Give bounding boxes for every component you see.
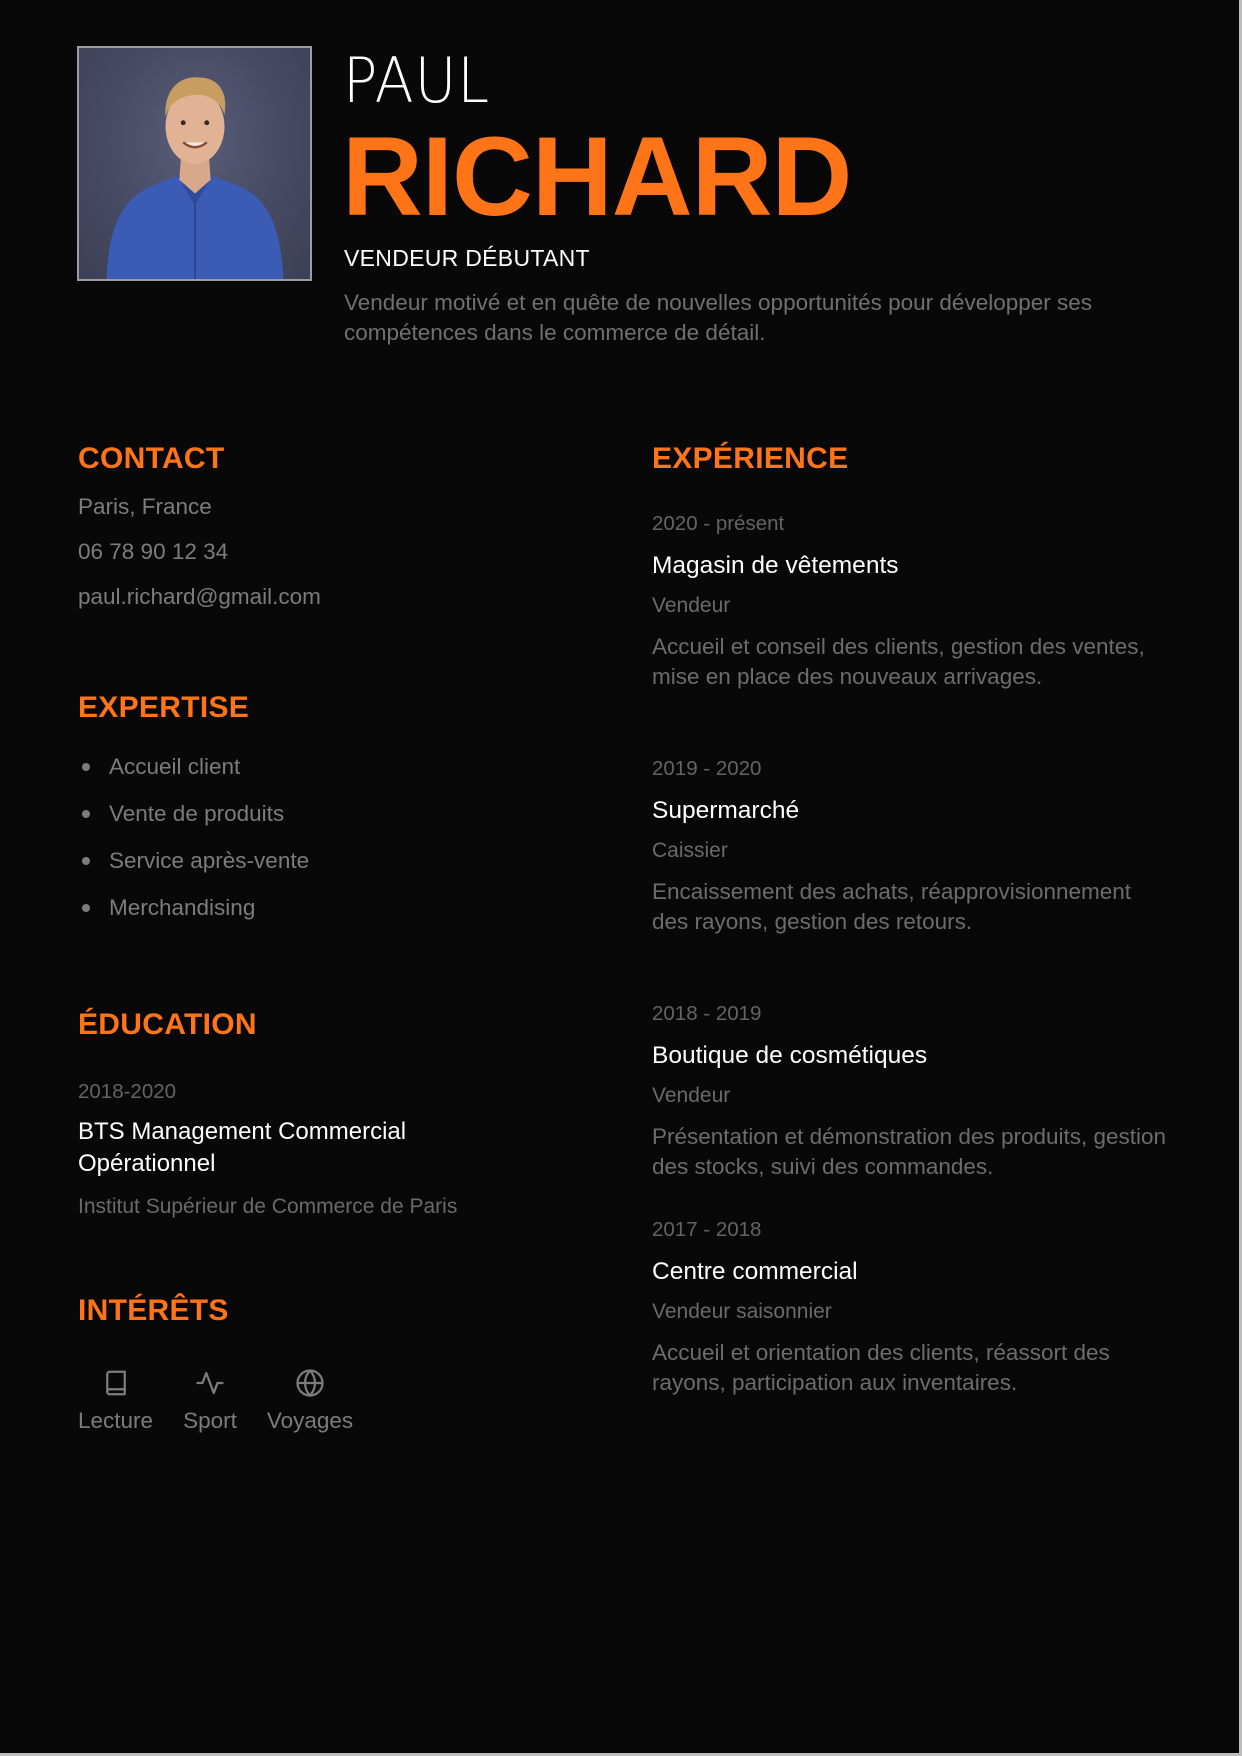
education-school: Institut Supérieur de Commerce de Paris bbox=[78, 1195, 458, 1218]
person-portrait-icon bbox=[79, 48, 310, 279]
bullet-icon bbox=[82, 763, 90, 771]
activity-icon bbox=[195, 1368, 225, 1398]
experience-date: 2020 - présent bbox=[652, 512, 785, 535]
experience-description: Accueil et orientation des clients, réassort des rayons, participation aux inventaires. bbox=[652, 1340, 1110, 1395]
interest-label: Sport bbox=[183, 1408, 237, 1433]
experience-description: Présentation et démonstration des produits, gestion des stocks, suivi des commandes. bbox=[652, 1124, 1167, 1179]
education-date: 2018-2020 bbox=[78, 1080, 177, 1103]
education-degree: BTS Management Commercial Opérationnel bbox=[78, 1118, 407, 1177]
experience-role: Vendeur bbox=[652, 594, 731, 617]
experience-role: Vendeur bbox=[652, 1084, 731, 1107]
interest-label: Lecture bbox=[78, 1408, 154, 1433]
bullet-icon bbox=[82, 857, 90, 865]
contact-email[interactable]: paul.richard@gmail.com bbox=[78, 584, 321, 609]
expertise-item: Merchandising bbox=[78, 891, 309, 938]
interests-heading: INTÉRÊTS bbox=[78, 1294, 229, 1327]
contact-phone[interactable]: 06 78 90 12 34 bbox=[78, 539, 229, 564]
experience-item bbox=[652, 756, 1172, 936]
contact-location: Paris, France bbox=[78, 494, 212, 519]
interest-label: Voyages bbox=[266, 1408, 354, 1433]
experience-item bbox=[652, 1001, 1172, 1181]
interests-list bbox=[78, 1368, 383, 1434]
experience-heading: EXPÉRIENCE bbox=[652, 442, 849, 475]
experience-date: 2017 - 2018 bbox=[652, 1218, 762, 1241]
profile-summary: Vendeur motivé et en quête de nouvelles opportunités pour développer ses compétences dans le commerce de détail. bbox=[344, 290, 1093, 345]
experience-role: Vendeur saisonnier bbox=[652, 1300, 832, 1323]
interest-item-lecture bbox=[78, 1368, 153, 1434]
expertise-list bbox=[78, 750, 309, 938]
experience-date: 2018 - 2019 bbox=[652, 1002, 762, 1025]
experience-role: Caissier bbox=[652, 839, 728, 862]
experience-company: Boutique de cosmétiques bbox=[652, 1042, 928, 1069]
bullet-icon bbox=[82, 904, 90, 912]
experience-item bbox=[652, 511, 1172, 691]
interest-item-voyages bbox=[267, 1368, 353, 1434]
expertise-item: Service après-vente bbox=[78, 844, 309, 891]
experience-description: Accueil et conseil des clients, gestion des ventes, mise en place des nouveaux arrivages. bbox=[652, 634, 1145, 689]
expertise-item: Accueil client bbox=[78, 750, 309, 797]
contact-heading: CONTACT bbox=[78, 442, 225, 475]
job-title: VENDEUR DÉBUTANT bbox=[344, 245, 590, 271]
experience-company: Magasin de vêtements bbox=[652, 552, 899, 579]
bullet-icon bbox=[82, 810, 90, 818]
interest-item-sport bbox=[183, 1368, 237, 1434]
profile-photo bbox=[77, 46, 312, 281]
experience-company: Supermarché bbox=[652, 797, 800, 824]
book-icon bbox=[101, 1368, 131, 1398]
globe-icon bbox=[295, 1368, 325, 1398]
last-name: RICHARD bbox=[342, 114, 852, 239]
first-name: PAUL bbox=[343, 44, 490, 117]
experience-company: Centre commercial bbox=[652, 1258, 858, 1285]
experience-description: Encaissement des achats, réapprovisionnement des rayons, gestion des retours. bbox=[652, 879, 1132, 934]
expertise-heading: EXPERTISE bbox=[78, 691, 250, 724]
experience-date: 2019 - 2020 bbox=[652, 757, 762, 780]
experience-item bbox=[652, 1217, 1172, 1397]
expertise-item: Vente de produits bbox=[78, 797, 309, 844]
education-heading: ÉDUCATION bbox=[78, 1008, 257, 1041]
